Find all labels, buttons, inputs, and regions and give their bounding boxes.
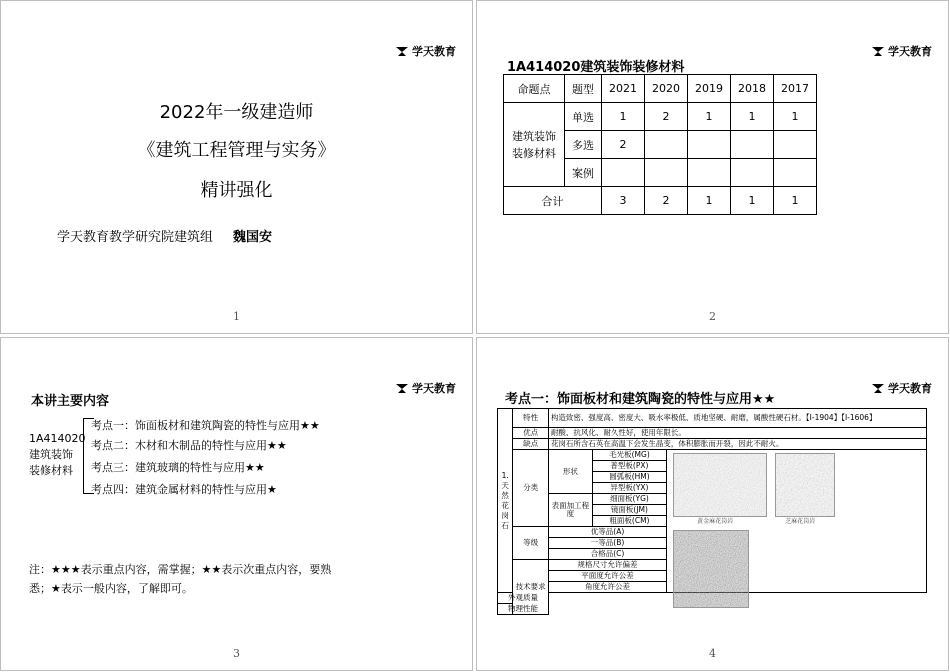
brand-logo bbox=[871, 380, 932, 396]
brand-name: 学天教育 bbox=[412, 382, 456, 395]
table-header: 2021 bbox=[602, 75, 645, 103]
exam-frequency-table bbox=[503, 74, 817, 215]
table-cell bbox=[645, 159, 688, 187]
row-value: 构造致密、强度高、密度大、吸水率极低、质地坚硬、耐磨，属酸性硬石材。【Ⅰ-1904】【Ⅰ-1606】 bbox=[548, 409, 926, 428]
tech-item: 规格尺寸允许偏差 bbox=[548, 560, 666, 571]
tech-item: 物理性能 bbox=[498, 604, 549, 615]
brand-name: 学天教育 bbox=[888, 382, 932, 395]
row-value: 耐酸、抗风化、耐久性好，使用年限长。 bbox=[548, 428, 926, 439]
shape-item: 异型板(YX) bbox=[592, 483, 666, 494]
table-cell: 1 bbox=[688, 103, 731, 131]
slide-1 bbox=[0, 0, 473, 334]
brand-logo-icon bbox=[395, 46, 409, 57]
slide-2 bbox=[476, 0, 949, 334]
topic-heading: 考点一：饰面板材和建筑陶瓷的特性与应用★★ bbox=[505, 392, 776, 407]
lecture-heading: 本讲主要内容 bbox=[31, 394, 110, 409]
table-header-row bbox=[504, 75, 817, 103]
table-header: 命题点 bbox=[504, 75, 565, 103]
star-legend-note: 注：★★★表示重点内容，需掌握；★★表示次重点内容，要熟悉；★表示一般内容，了解即可。 bbox=[29, 563, 332, 595]
tech-item: 外观质量 bbox=[498, 593, 549, 604]
table-cell: 2 bbox=[645, 103, 688, 131]
table-total-row bbox=[504, 187, 817, 215]
row-label: 等级 bbox=[513, 527, 549, 560]
course-subject-title: 《建筑工程管理与实务》 bbox=[137, 140, 336, 161]
topic-label: 1A414020建筑装饰装修材料 bbox=[29, 432, 86, 477]
category-cell: 建筑装饰装修材料 bbox=[504, 103, 565, 187]
brand-name: 学天教育 bbox=[412, 45, 456, 58]
table-row bbox=[498, 428, 927, 439]
brand-logo-icon bbox=[871, 46, 885, 57]
table-cell bbox=[774, 131, 817, 159]
table-cell bbox=[645, 131, 688, 159]
course-year-title: 2022年一级建造师 bbox=[159, 102, 314, 123]
stone-type-cell: 1.天然花岗石 bbox=[498, 409, 513, 593]
page-number: 4 bbox=[709, 647, 716, 660]
author-line bbox=[57, 226, 272, 245]
author-org: 学天教育教学研究院建筑组 bbox=[57, 230, 214, 245]
table-cell bbox=[774, 159, 817, 187]
author-name: 魏国安 bbox=[233, 230, 273, 245]
table-cell: 2 bbox=[602, 131, 645, 159]
row-label: 特性 bbox=[513, 409, 549, 428]
table-row bbox=[498, 450, 927, 461]
table-cell bbox=[731, 131, 774, 159]
slide-4 bbox=[476, 337, 949, 671]
tech-item: 角度允许公差 bbox=[548, 582, 666, 593]
table-cell: 1 bbox=[602, 103, 645, 131]
sub-label: 形状 bbox=[548, 450, 592, 494]
total-cell: 1 bbox=[688, 187, 731, 215]
table-cell bbox=[731, 159, 774, 187]
brand-logo bbox=[395, 43, 456, 59]
grade-item: 合格品(C) bbox=[548, 549, 666, 560]
image-caption: 芝麻花岗岩 bbox=[785, 518, 816, 525]
topic-item: 考点一：饰面板材和建筑陶瓷的特性与应用★★ bbox=[91, 419, 320, 432]
table-cell bbox=[602, 159, 645, 187]
granite-image-dark bbox=[673, 530, 749, 608]
shape-item: 圆弧板(HM) bbox=[592, 472, 666, 483]
section-title: 1A414020建筑装饰装修材料 bbox=[507, 60, 685, 75]
row-value: 花岗石所含石英在高温下会发生晶变，体积膨胀而开裂，因此不耐火。 bbox=[548, 439, 926, 450]
total-cell: 1 bbox=[731, 187, 774, 215]
question-type: 单选 bbox=[565, 103, 602, 131]
table-header: 2020 bbox=[645, 75, 688, 103]
table-cell bbox=[688, 159, 731, 187]
brand-logo bbox=[395, 380, 456, 396]
total-cell: 3 bbox=[602, 187, 645, 215]
table-cell: 1 bbox=[731, 103, 774, 131]
topic-item: 考点三：建筑玻璃的特性与应用★★ bbox=[91, 461, 265, 474]
page-number: 3 bbox=[233, 647, 240, 660]
total-cell: 1 bbox=[774, 187, 817, 215]
brand-logo-icon bbox=[395, 383, 409, 394]
row-label: 技术要求 bbox=[513, 560, 549, 615]
question-type: 多选 bbox=[565, 131, 602, 159]
granite-image-sesame bbox=[775, 453, 835, 517]
slide-3 bbox=[0, 337, 473, 671]
sub-label: 表面加工程度 bbox=[548, 494, 592, 527]
topic-item: 考点二：木材和木制品的特性与应用★★ bbox=[91, 439, 287, 452]
table-row bbox=[498, 409, 927, 428]
table-cell bbox=[688, 131, 731, 159]
granite-images-cell bbox=[667, 450, 927, 593]
row-label: 缺点 bbox=[513, 439, 549, 450]
table-header: 2018 bbox=[731, 75, 774, 103]
table-cell: 1 bbox=[774, 103, 817, 131]
course-subtitle: 精讲强化 bbox=[200, 180, 273, 201]
granite-properties-table bbox=[497, 408, 927, 615]
brand-logo-icon bbox=[871, 383, 885, 394]
finish-item: 细面板(YG) bbox=[592, 494, 666, 505]
shape-item: 毛光板(MG) bbox=[592, 450, 666, 461]
table-header: 2017 bbox=[774, 75, 817, 103]
topic-item: 考点四：建筑金属材料的特性与应用★ bbox=[91, 483, 277, 496]
image-caption: 黄金麻花岗岩 bbox=[697, 518, 734, 525]
grade-item: 一等品(B) bbox=[548, 538, 666, 549]
table-header: 2019 bbox=[688, 75, 731, 103]
page-number: 2 bbox=[709, 310, 716, 323]
finish-item: 粗面板(CM) bbox=[592, 516, 666, 527]
total-cell: 2 bbox=[645, 187, 688, 215]
shape-item: 普型板(PX) bbox=[592, 461, 666, 472]
grade-item: 优等品(A) bbox=[548, 527, 666, 538]
brand-name: 学天教育 bbox=[888, 45, 932, 58]
table-header: 题型 bbox=[565, 75, 602, 103]
question-type: 案例 bbox=[565, 159, 602, 187]
table-row bbox=[498, 439, 927, 450]
finish-item: 镜面板(JM) bbox=[592, 505, 666, 516]
row-label: 优点 bbox=[513, 428, 549, 439]
row-label: 分类 bbox=[513, 450, 549, 527]
total-label: 合计 bbox=[504, 187, 602, 215]
brand-logo bbox=[871, 43, 932, 59]
page-number: 1 bbox=[233, 310, 240, 323]
tech-item: 平面度允许公差 bbox=[548, 571, 666, 582]
table-row bbox=[504, 103, 817, 131]
granite-image-yellow bbox=[673, 453, 767, 517]
